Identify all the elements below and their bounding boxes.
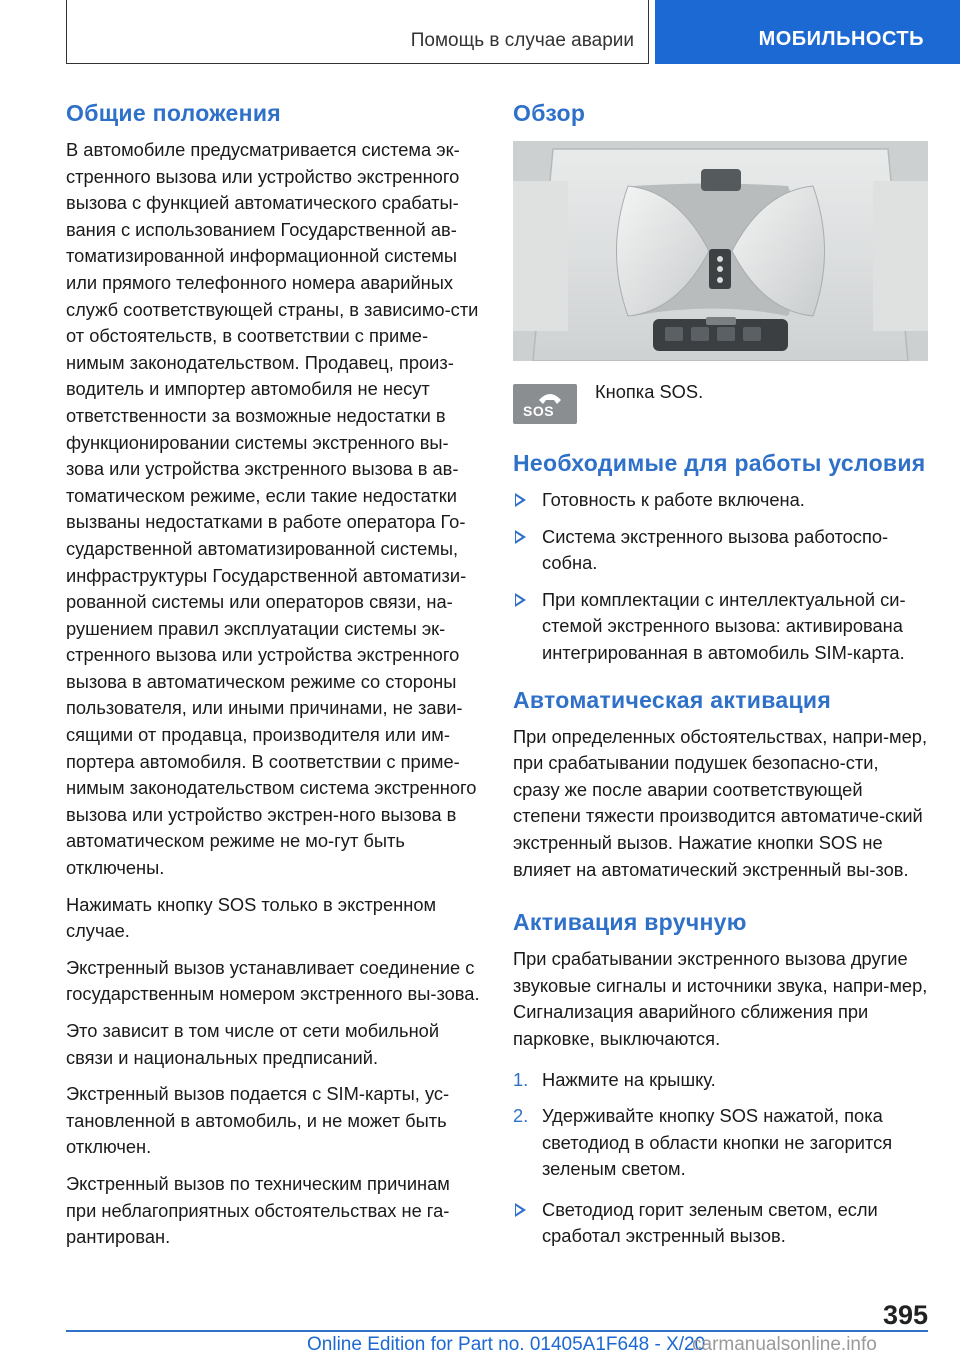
list-item [513, 524, 928, 577]
auto-activation-heading: Автоматическая активация [513, 686, 832, 713]
overhead-console-photo [513, 141, 928, 361]
result-text: Светодиод горит зеленым светом, если сработал экстренный вызов. [542, 1198, 878, 1247]
header-breadcrumb-box [66, 0, 649, 64]
result-list [513, 1197, 928, 1250]
list-item [513, 587, 928, 667]
manual-activation-text: При срабатывании экстренного вызова другие звуковые сигналы и источники звука, напри-мер, Сигнализация аварийного сближения при парковке, выключаются. [513, 948, 928, 1049]
triangle-bullet-icon [515, 493, 526, 507]
paragraph: В автомобиле предусматривается система эк-стренного вызова или устройство экстренного вызова с функцией автоматического срабаты-вания с использованием Государственной ав-томатизированной информационной системы или прямого телефонного номера аварийных служб соответствующей страны, в зависимо-сти от обстоятельств, в соответствии с приме-нимым законодательством. Продавец, произ-водитель и импортер автомобиля не несут ответственности за возможные недостатки в функционировании системы экстренного вы-зова или устройства экстренного вызова в ав-томатическом режиме, если такие недостатки вызваны недостатками в работе оператора Го-сударственной автоматизированной системы, инфраструктуры Государственной автоматизи-рованной системы или операторов связи, на-рушением правил эксплуатации системы эк-стренного вызова или устройства экстренного вызова в автоматическом режиме со стороны пользователя, или иными причинами, не зави-сящими от продавца, производителя или им-портера автомобиля. В соответствии с приме-нимым законодательством система экстренного вызова или устройство экстрен-ного вызова в автоматическом режиме не мо-гут быть отключены. [66, 139, 479, 879]
paragraph: Нажимать кнопку SOS только в экстренном случае. [66, 893, 437, 942]
steps-list [513, 1067, 928, 1183]
footer-edition: Online Edition for Part no. 01405A1F648 - X/20 [307, 1334, 706, 1355]
list-item-text: Готовность к работе включена. [542, 489, 805, 510]
requirements-heading: Необходимые для работы условия [513, 450, 926, 476]
footer-divider [66, 1330, 928, 1332]
step-number: 2. [513, 1105, 529, 1127]
triangle-bullet-icon [515, 530, 526, 544]
step-text: Удерживайте кнопку SOS нажатой, пока светодиод в области кнопки не загорится зеленым светом. [542, 1105, 893, 1180]
step-item [513, 1103, 928, 1183]
right-column [513, 100, 928, 1264]
triangle-bullet-icon [515, 1203, 526, 1217]
sos-icon-text: SOS [523, 403, 555, 419]
requirements-list [513, 487, 928, 667]
breadcrumb: Помощь в случае аварии [410, 30, 634, 51]
paragraph: Это зависит в том числе от сети мобильной связи и национальных предписаний. [66, 1020, 440, 1068]
sos-legend [513, 379, 928, 424]
list-item [513, 487, 928, 514]
sos-button-icon [513, 384, 577, 424]
general-heading: Общие положения [66, 100, 281, 126]
left-column [66, 100, 484, 1261]
page-number: 395 [882, 1300, 928, 1330]
list-item-text: При комплектации с интеллектуальной си-стемой экстренного вызова: активирована интегрированная в автомобиль SIM-карта. [542, 588, 906, 663]
paragraph: Экстренный вызов по техническим причинам при неблагоприятных обстоятельствах не га-рантирован. [66, 1172, 450, 1248]
step-item [513, 1067, 928, 1094]
watermark: carmanualsonline.info [692, 1334, 877, 1355]
overhead-console-illustration [513, 141, 928, 361]
overview-heading: Обзор [513, 100, 586, 126]
step-number: 1. [513, 1068, 529, 1090]
section-title: МОБИЛЬНОСТЬ [758, 28, 924, 50]
list-item-text: Система экстренного вызова работоспо-собна. [542, 525, 889, 574]
triangle-bullet-icon [515, 593, 526, 607]
auto-activation-text: При определенных обстоятельствах, напри-мер, при срабатывании подушек безопасно-сти, сразу же после аварии соответствующей степени тяжести производится автоматиче-ский экстренный вызов. Нажатие кнопки SOS не влияет на автоматический экстренный вы-зов. [513, 725, 928, 880]
step-text: Нажмите на крышку. [542, 1068, 716, 1090]
paragraph: Экстренный вызов подается с SIM-карты, ус-тановленной в автомобиль, и не может быть отключен. [66, 1083, 450, 1158]
manual-activation-heading: Активация вручную [513, 909, 747, 936]
paragraph: Экстренный вызов устанавливает соединение с государственным номером экстренного вы-зова. [66, 956, 480, 1005]
header-section-tab [655, 0, 960, 64]
sos-label: Кнопка SOS. [595, 381, 704, 402]
list-item [513, 1197, 928, 1250]
